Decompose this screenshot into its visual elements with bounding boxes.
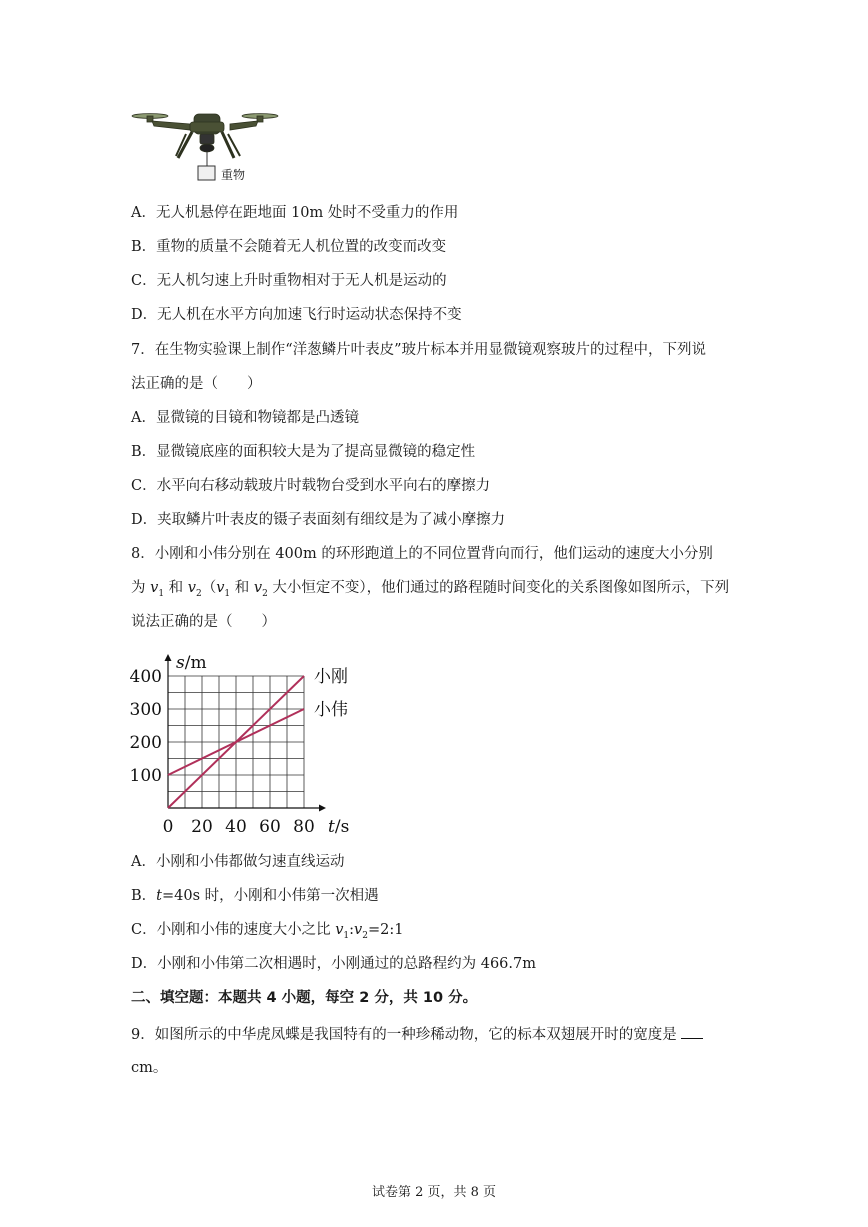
y-axis-arrow [165,654,172,661]
x-axis-label: t/s [328,817,350,837]
q8-option-c: C．小刚和小伟的速度大小之比 $v_1:v_2=2:1$ [131,922,404,941]
page-footer: 试卷第 2 页，共 8 页 [371,1185,497,1200]
q6-option-a: A．无人机悬停在距地面 10m 处时不受重力的作用 [131,205,459,221]
x-tick-label: 0 [162,817,174,837]
q9-stem-line2: cm。 [131,1060,168,1076]
q7-option-d: D．夹取鳞片叶表皮的镊子表面刻有细纹是为了减小摩擦力 [131,512,506,528]
q8-stem-line3: 说法正确的是（ ） [131,614,276,630]
series-label-1: 小刚 [314,667,348,687]
y-tick-label: 200 [129,733,162,753]
q8-stem-line1: 8．小刚和小伟分别在 400m 的环形跑道上的不同位置背向而行，他们运动的速度大小分别 [131,546,713,562]
section-heading: 二、填空题：本题共 4 小题，每空 2 分，共 10 分。 [131,990,478,1006]
y-tick-label: 100 [129,766,162,786]
q8-stem-line2: 为 $v_1$ 和 $v_2(v_1$ 和 $v_2$ 大小恒定不变），他们通过的路程随时间变化的关系图像如图所示，下列 [131,580,730,599]
q7-option-b: B．显微镜底座的面积较大是为了提高显微镜的稳定性 [131,444,476,460]
q7-stem-line2: 法正确的是（ ） [131,376,262,392]
q8-option-d: D．小刚和小伟第二次相遇时，小刚通过的总路程约为 466.7m [131,956,536,972]
st-chart [128,650,368,840]
x-tick-label: 20 [191,817,213,837]
drone-icon [132,114,278,158]
q8-option-a: A．小刚和小伟都做匀速直线运动 [131,854,345,870]
y-axis-label: s/m [176,653,207,673]
q6-option-c: C．无人机匀速上升时重物相对于无人机是运动的 [131,273,447,289]
x-tick-label: 60 [259,817,281,837]
q7-option-c: C．水平向右移动载玻片时载物台受到水平向右的摩擦力 [131,478,491,494]
x-tick-label: 40 [225,817,247,837]
drone-label: 重物 [221,168,246,182]
drone-figure [130,108,290,196]
answer-blank[interactable] [681,1024,703,1039]
q8-option-b: B．t=40s 时，小刚和小伟第一次相遇 [131,888,379,904]
q9-stem-line1: 9．如图所示的中华虎凤蝶是我国特有的一种珍稀动物，它的标本双翅展开时的宽度是 [131,1024,703,1045]
q6-option-b: B．重物的质量不会随着无人机位置的改变而改变 [131,239,447,255]
y-tick-label: 300 [129,700,162,720]
q7-stem-line1: 7．在生物实验课上制作“洋葱鳞片叶表皮”玻片标本并用显微镜观察玻片的过程中，下列说 [131,342,707,358]
series-label-2: 小伟 [314,700,348,720]
y-tick-label: 400 [129,667,162,687]
weight-block [198,166,215,180]
x-axis-arrow [319,805,326,812]
x-tick-label: 80 [293,817,315,837]
q6-option-d: D．无人机在水平方向加速飞行时运动状态保持不变 [131,307,462,323]
q7-option-a: A．显微镜的目镜和物镜都是凸透镜 [131,410,359,426]
